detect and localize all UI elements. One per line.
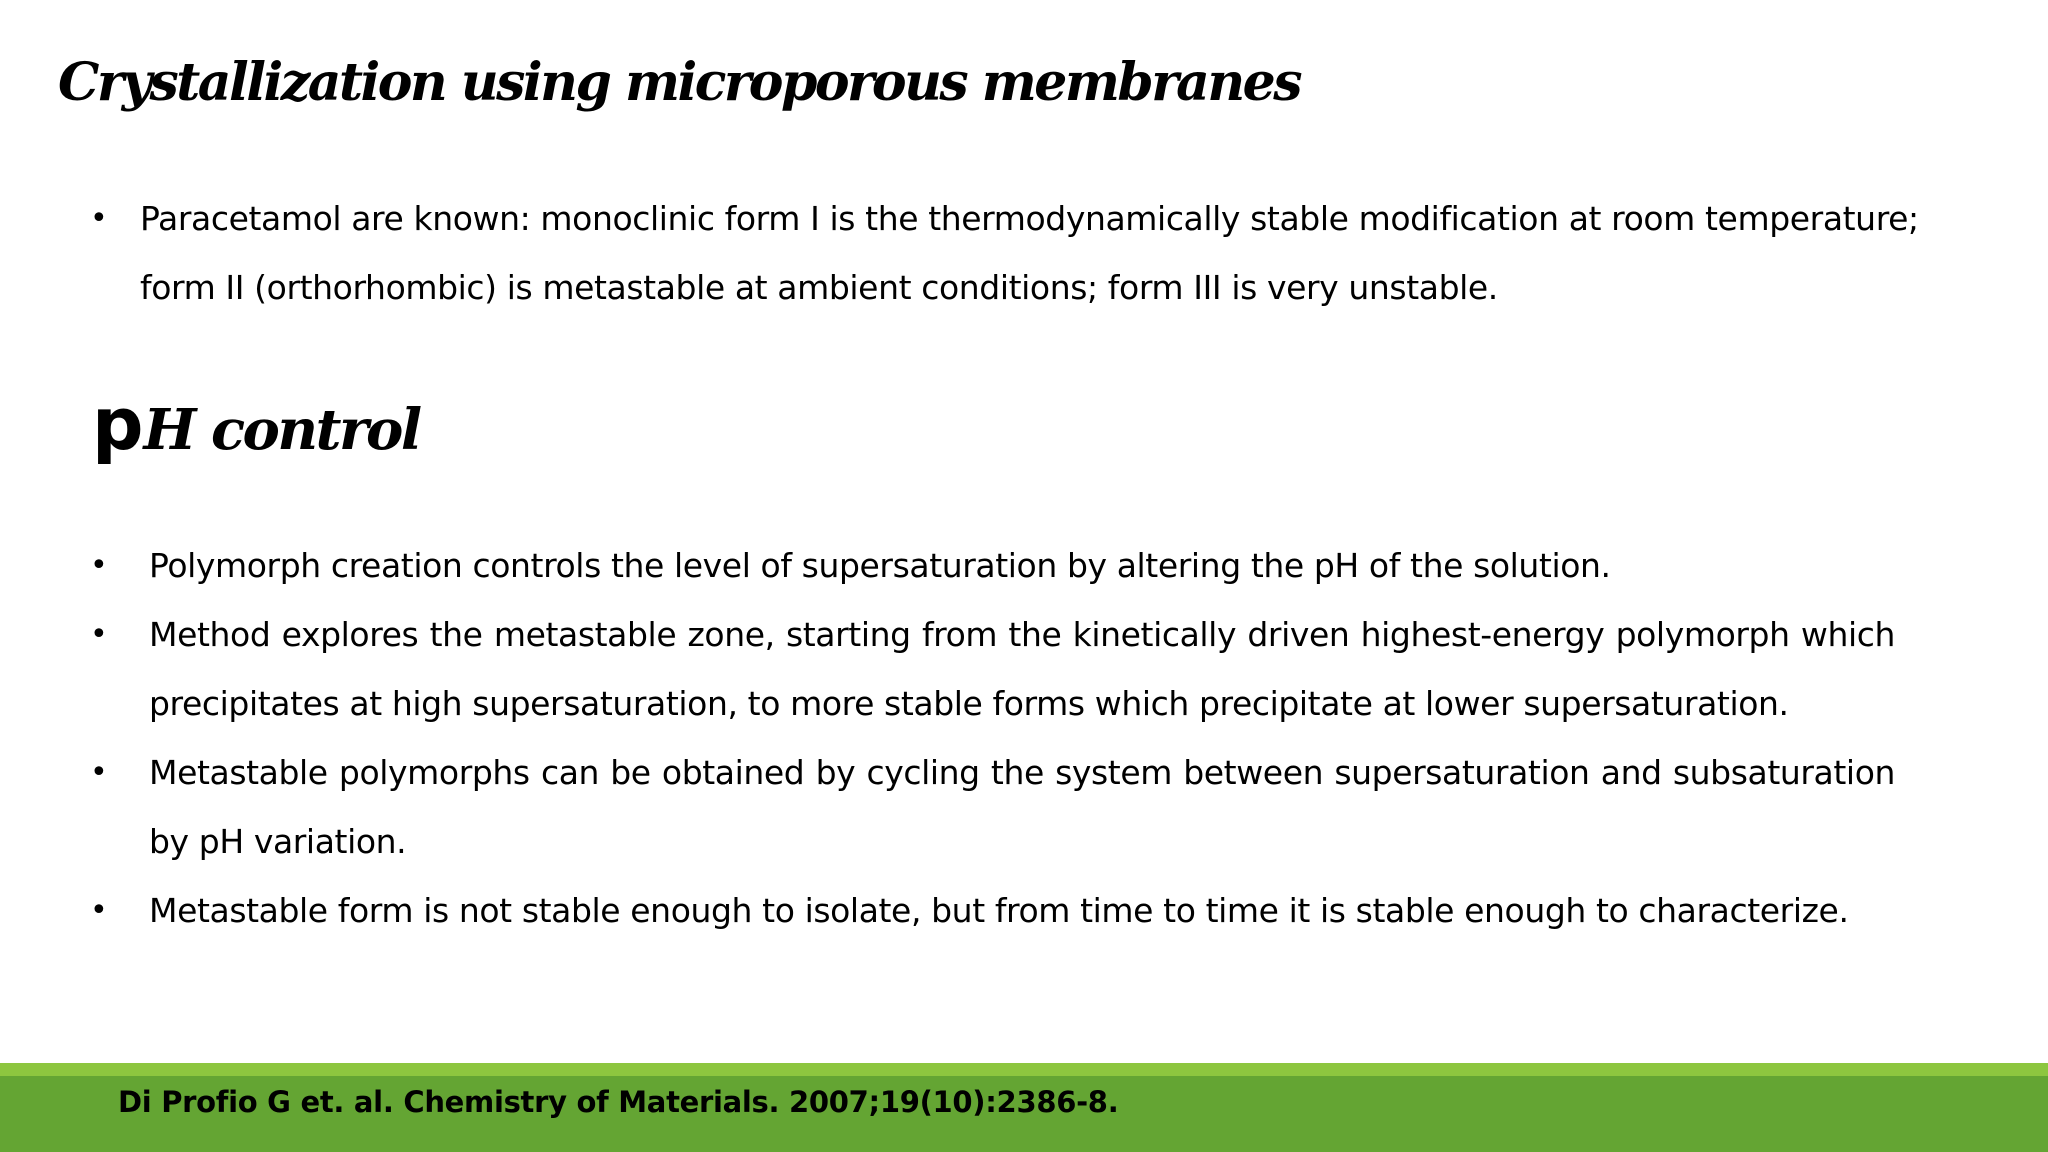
heading-rest: H control: [143, 397, 420, 463]
footer-stripe: [0, 1063, 2048, 1076]
bullet-item: [90, 738, 1895, 876]
bullet-text: Polymorph creation controls the level of supersaturation by altering the pH of the solution.: [149, 546, 1611, 585]
bullet-text: Metastable polymorphs can be obtained by cycling the system between supersaturation and subsaturation by pH variation.: [149, 753, 1895, 861]
bullet-item: [90, 876, 1895, 945]
bullet-dot-icon: •: [90, 548, 108, 583]
bullet-item: [90, 600, 1895, 738]
section-heading-ph-control: [92, 382, 420, 466]
bullet-text: Metastable form is not stable enough to isolate, but from time to time it is stable enough to characterize.: [149, 891, 1849, 930]
bullet-item: [90, 184, 1920, 322]
footer-citation: Di Profio G et. al. Chemistry of Materials. 2007;19(10):2386-8.: [118, 1085, 1119, 1119]
slide-title: Crystallization using microporous membranes: [58, 52, 1301, 113]
bullet-text: Method explores the metastable zone, starting from the kinetically driven highest-energy polymorph which precipitates at high supersaturation, to more stable forms which precipitate at lower supersaturation.: [149, 615, 1895, 723]
bullet-dot-icon: •: [90, 617, 108, 652]
heading-initial-letter: p: [92, 382, 144, 466]
bullet-dot-icon: •: [90, 201, 108, 236]
paracetamol-bullet-list: [90, 184, 1920, 322]
bullet-text: Paracetamol are known: monoclinic form I is the thermodynamically stable modification at room temperature; form II (orthorhombic) is metastable at ambient conditions; form III is very unstable.: [140, 199, 1919, 307]
ph-control-bullet-list: [90, 531, 1895, 945]
bullet-dot-icon: •: [90, 755, 108, 790]
bullet-item: [90, 531, 1895, 600]
bullet-dot-icon: •: [90, 893, 108, 928]
